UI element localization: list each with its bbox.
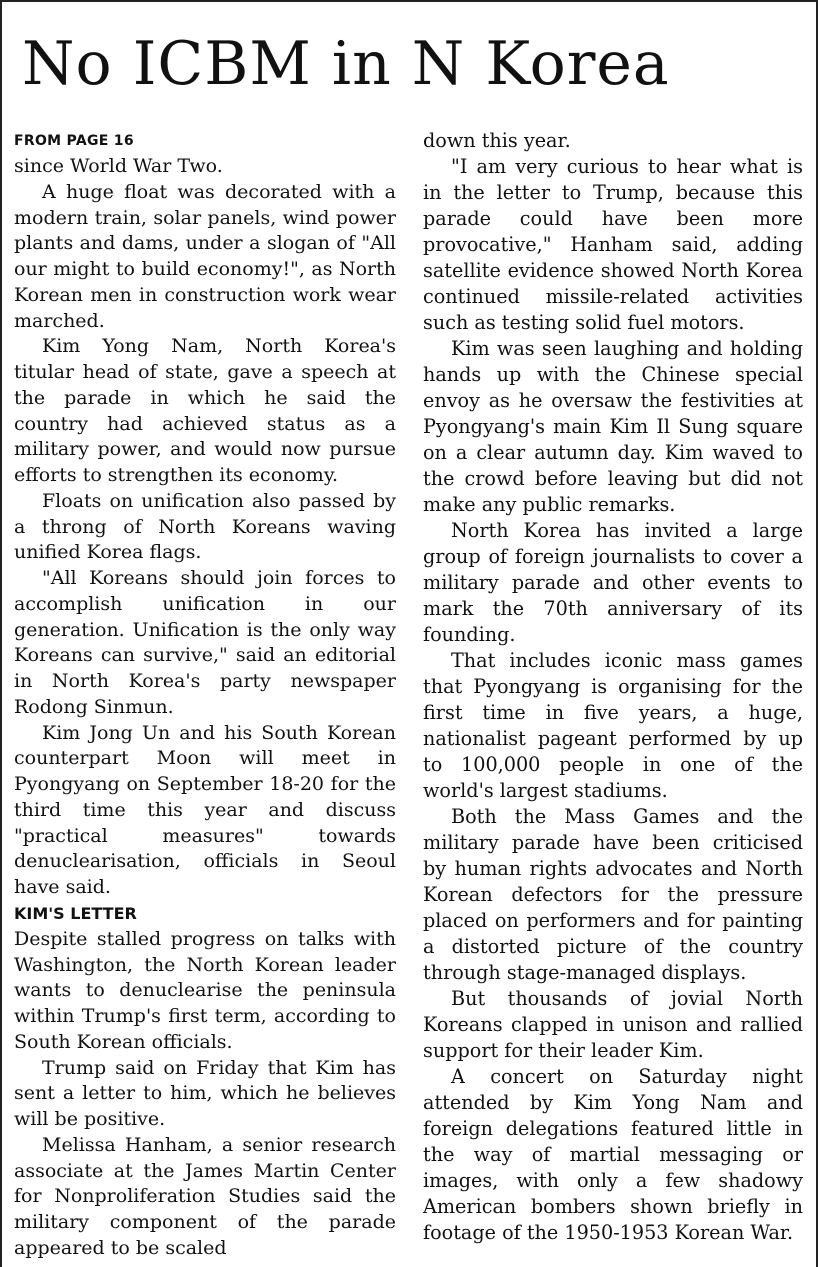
paragraph: Kim Jong Un and his South Korean counterpart Moon will meet in Pyongyang on September 18-20 for the third time this year and discuss "practical measures" towards denuclearisation, officials in Seoul have said. xyxy=(14,721,396,898)
article-column-right xyxy=(423,128,803,1246)
paragraph: Kim Yong Nam, North Korea's titular head of state, gave a speech at the parade in which he said the country had achieved status as a military power, and would now pursue efforts to strengthen its economy. xyxy=(14,335,396,486)
paragraph: Floats on unification also passed by a throng of North Koreans waving unified Korea flags. xyxy=(14,489,396,564)
paragraph: Kim was seen laughing and holding hands up with the Chinese special envoy as he oversaw the festivities at Pyongyang's main Kim Il Sung square on a clear autumn day. Kim waved to the crowd before leaving but did not make any public remarks. xyxy=(423,337,803,516)
paragraph: North Korea has invited a large group of foreign journalists to cover a military parade and other events to mark the 70th anniversary of its founding. xyxy=(423,519,803,646)
section-subhead: KIM'S LETTER xyxy=(14,903,137,923)
paragraph: "I am very curious to hear what is in the letter to Trump, because this parade could have been more provocative," Hanham said, adding satellite evidence showed North Korea continued missile-related activities such as testing solid fuel motors. xyxy=(423,155,803,334)
paragraph: since World War Two. xyxy=(14,155,223,177)
article-column-left xyxy=(14,128,396,1262)
headline: No ICBM in N Korea xyxy=(22,29,670,99)
paragraph: down this year. xyxy=(423,129,571,152)
paragraph: But thousands of jovial North Koreans clapped in unison and rallied support for their leader Kim. xyxy=(423,987,803,1062)
paragraph: Both the Mass Games and the military parade have been criticised by human rights advocates and North Korean defectors for the pressure placed on performers and for painting a distorted picture of the country through stage-managed displays. xyxy=(423,805,803,984)
paragraph: Melissa Hanham, a senior research associate at the James Martin Center for Nonproliferation Studies said the military component of the parade appeared to be scaled xyxy=(14,1133,396,1259)
paragraph: Despite stalled progress on talks with Washington, the North Korean leader wants to denuclearise the peninsula within Trump's first term, according to South Korean officials. xyxy=(14,927,396,1053)
paragraph: "All Koreans should join forces to accomplish unification in our generation. Unification is the only way Koreans can survive," said an editorial in North Korea's party newspaper Rodong Sinmun. xyxy=(14,567,396,718)
continued-from-label: FROM PAGE 16 xyxy=(14,133,134,149)
paragraph: Trump said on Friday that Kim has sent a letter to him, which he believes will be positive. xyxy=(14,1056,396,1130)
paragraph: That includes iconic mass games that Pyongyang is organising for the first time in five years, a huge, nationalist pageant performed by up to 100,000 people in one of the world's largest stadiums. xyxy=(423,649,803,802)
paragraph: A huge float was decorated with a modern train, solar panels, wind power plants and dams, under a slogan of "All our might to build economy!", as North Korean men in construction work wear marched. xyxy=(14,180,396,332)
paragraph: A concert on Saturday night attended by Kim Yong Nam and foreign delegations featured little in the way of martial messaging or images, with only a few shadowy American bombers shown briefly in footage of the 1950-1953 Korean War. xyxy=(423,1065,803,1244)
